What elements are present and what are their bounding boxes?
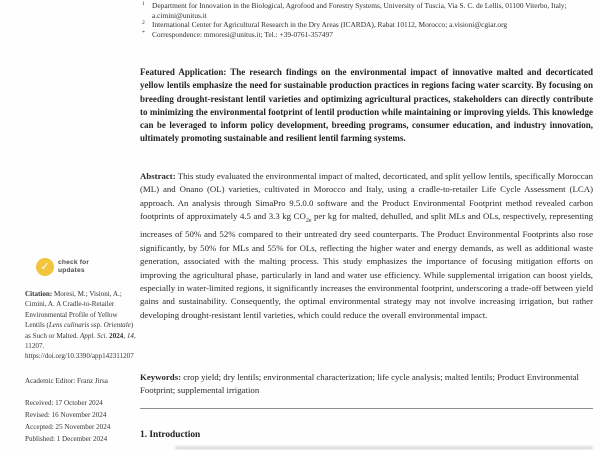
sidebar — [25, 258, 138, 445]
abstract-paragraph — [140, 170, 593, 322]
affiliation-text: Department for Innovation in the Biological, Agrofood and Forestry Systems, University of Tuscia, Via S. C. de Lellis, 01100 Viterbo, Italy; a.cimini@unitus.it — [152, 1, 567, 20]
correspondence-text: Correspondence: mmoresi@unitus.it; Tel.: +39-0761-357497 — [152, 29, 333, 39]
check-icon: ✓ — [36, 258, 54, 276]
affiliation-item — [140, 30, 593, 40]
keywords-text: crop yield; dry lentils; environmental characterization; life cycle analysis; malted lentils; Product Environmental Footprint; supplemental irrigation — [140, 372, 579, 396]
affiliation-text: International Center for Agricultural Research in the Dry Areas (ICARDA), Rabat 10112, Morocco; a.visioni@cgiar.org — [152, 20, 508, 29]
featured-application-paragraph — [140, 66, 593, 146]
received-date: Received: 17 October 2024 — [25, 398, 103, 407]
citation-text: ssp. — [89, 321, 104, 330]
citation-text: Moresi, M.; Visioni, A.; Cimini, A. A Cradle-to-Retailer Environmental Profile of Yellow Lentils ( — [25, 290, 122, 330]
cutoff-text-line — [175, 446, 593, 450]
citation-text: , — [123, 331, 127, 340]
section-divider — [140, 408, 593, 409]
citation-subspecies: Orientale — [103, 321, 131, 330]
featured-application-label: Featured Application: — [140, 67, 227, 77]
citation-text: , 11207. — [25, 331, 136, 351]
citation-text: ) as Such or Malted. — [25, 321, 134, 340]
citation-year: 2024 — [109, 331, 124, 340]
check-for-updates-badge[interactable] — [36, 258, 138, 276]
citation-label: Citation: — [25, 290, 53, 298]
affiliations-list — [140, 1, 593, 39]
published-date: Published: 1 December 2024 — [25, 434, 108, 443]
keywords-label: Keywords: — [140, 372, 182, 382]
section-heading-introduction: 1. Introduction — [140, 430, 201, 440]
citation-journal: Appl. Sci. — [79, 331, 110, 340]
doi-link[interactable]: https://doi.org/10.3390/app142311207 — [25, 352, 134, 361]
featured-application-text: The research findings on the environmental impact of innovative malted and decorticated yellow lentils emphasize the need for sustainable production practices in regions facing water scarcity. By focusing on breeding drought-resistant lentil varieties and optimizing agricultural practices, stakeholders can directly contribute to minimizing the environmental footprint of lentil production while maintaining or improving yields. This knowledge can be leveraged to inform policy development, breeding programs, consumer education, and industry innovation, ultimately promoting sustainable and resilient lentil farming systems. — [140, 67, 594, 144]
co2e-subscript: 2e — [305, 217, 312, 224]
affiliation-marker: 1 — [142, 1, 145, 7]
abstract-text: This study evaluated the environmental impact of malted, decorticated, and split yellow lentils, specifically Moroccan (ML) and Onano (OL) varieties, cultivated in Morocco and Italy, using a cradle-to-retailer Life Cycle Assessment (LCA) approach. An analysis through SimaPro 9.5.0.0 software and the Product Environmental Footprint method revealed carbon footprints of approximately 4.5 and 3.3 kg CO — [140, 171, 593, 222]
accepted-date: Accepted: 25 November 2024 — [25, 422, 111, 431]
citation-block — [25, 289, 138, 362]
keywords-paragraph — [140, 371, 593, 398]
academic-editor-line: Academic Editor: Franz Jirsa — [25, 376, 108, 385]
badge-label-line1: check for — [58, 259, 90, 267]
affiliation-item — [140, 20, 593, 30]
abstract-label: Abstract: — [140, 171, 176, 181]
revised-date: Revised: 16 November 2024 — [25, 410, 107, 419]
affiliation-marker: * — [142, 29, 145, 36]
affiliation-item — [140, 1, 593, 20]
affiliation-marker: 2 — [142, 20, 145, 26]
badge-label — [58, 259, 89, 274]
citation-species: Lens culinaris — [48, 321, 90, 330]
main-column — [140, 0, 593, 450]
citation-volume: 14 — [126, 331, 134, 340]
abstract-text: per kg for malted, dehulled, and split MLs and OLs, respectively, representing increases of 50% and 52% compared to their untreated dry seed counterparts. The Product Environmental Footprints also rose significantly, by 50% for MLs and 55% for OLs, reflecting the higher water and energy demands, as well as additional waste generation, associated with the malting process. This study emphasizes the importance of focusing mitigation efforts on improving the agricultural phase, particularly in land and water use efficiency. While supplemental irrigation can boost yields, especially in water-limited regions, it significantly increases the environmental footprint, underscoring a trade-off between yield gains and sustainability. Consequently, the optimal environmental strategy may not involve increasing irrigation, but rather developing drought-resistant lentil varieties, which could reduce the overall environmental impact. — [140, 211, 593, 320]
badge-label-line2: updates — [58, 267, 85, 274]
article-dates — [25, 398, 138, 446]
